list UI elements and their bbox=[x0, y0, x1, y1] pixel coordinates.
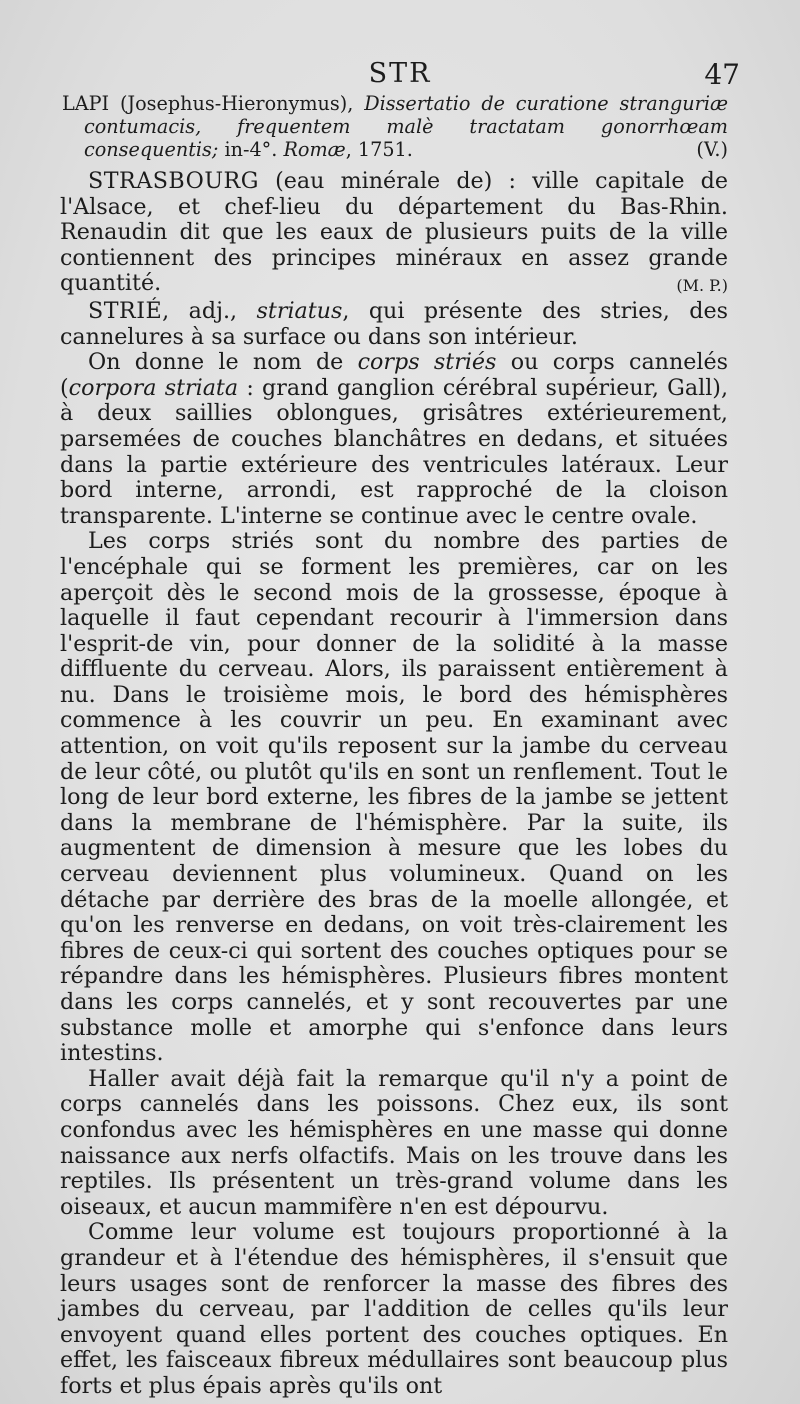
p1-text-c: ou corps cannelés ( bbox=[60, 349, 729, 401]
entry-strie-text: , qui présente des stries, des cannelures à sa surface ou dans son intérieur. bbox=[60, 297, 729, 350]
bibliography-author: LAPI bbox=[62, 92, 110, 115]
bibliography-signature: (V.) bbox=[696, 138, 728, 161]
entry-strie-latin: striatus bbox=[256, 297, 343, 324]
entry-strie-pre: , adj., bbox=[162, 297, 257, 324]
paragraph-haller: Haller avait déjà fait la remarque qu'il n'y a point de corps cannelés dans les poissons. Chez eux, ils sont confondus avec les hémisphères en une masse qui donne naissance aux nerfs olfactifs. Mais on les trouve dans les reptiles. Ils présentent un très-grand volume dans les oiseaux, et aucun mammifère n'en est dépourvu. bbox=[60, 1065, 728, 1220]
entry-strasbourg-text: (eau minérale de) : ville capitale de l'Alsace, et chef-lieu du département du Bas-Rhin. Renaudin dit que les eaux de plusieurs puits de la ville contiennent des principes minéraux en assez grande quantité. bbox=[60, 168, 728, 297]
paragraph-volume: Comme leur volume est toujours proportionné à la grandeur et à l'étendue des hémisphères, il s'ensuit que leurs usages sont de renforcer la masse des fibres des jambes du cerveau, par l'addition de celles qu'ils leur envoyent quand elles portent des couches optiques. En effet, les faisceaux fibreux médullaires sont beaucoup plus forts et plus épais après qu'ils ont bbox=[60, 1219, 728, 1399]
page-body bbox=[60, 92, 728, 1400]
headword-strie: STRIÉ bbox=[88, 297, 163, 324]
bibliography-format: in-4°. bbox=[218, 138, 278, 161]
paragraph-formation: Les corps striés sont du nombre des parties de l'encéphale qui se forment les premières, car on les aperçoit dès le second mois de la grossesse, époque à laquelle il faut cependant recourir à l'immersion dans l'esprit-de vin, pour donner de la solidité à la masse diffluente du cerveau. Alors, ils paraissent entièrement à nu. Dans le troisième mois, le bord des hémisphères commence à les couvrir un peu. En examinant avec attention, on voit qu'ils reposent sur la jambe du cerveau de leur côté, ou plutôt qu'ils en sont un renflement. Tout le long de leur bord externe, les fibres de la jambe se jettent dans la membrane de l'hémisphère. Par la suite, ils augmentent de dimension à mesure que les lobes du cerveau deviennent plus volumineux. Quand on les détache par derrière des bras de la moelle allongée, et qu'on les renverse en dedans, on voit très-clairement les fibres de ceux-ci qui sortent des couches optiques pour se répandre dans les hémisphères. Plusieurs fibres montent dans les corps cannelés, et y sont recouvertes par une substance molle et amorphe qui s'enfonce dans leurs intestins. bbox=[60, 528, 728, 1067]
headword-strasbourg: STRASBOURG bbox=[88, 168, 259, 194]
entry-strasbourg bbox=[60, 169, 728, 297]
p1-text-a: On donne le nom de bbox=[88, 349, 358, 376]
p1-italic-d: corpora striata bbox=[68, 374, 239, 401]
running-title: STR bbox=[368, 58, 432, 89]
running-head bbox=[60, 58, 740, 94]
bibliography-entry bbox=[60, 92, 728, 161]
page-number: 47 bbox=[704, 58, 740, 91]
bibliography-title: Dissertatio de curatione stranguriæ contumacis, frequentem malè tractatam gonorrhœam consequentis; bbox=[84, 92, 728, 161]
p1-text-e: : grand ganglion cérébral supérieur, Gall), à deux saillies oblongues, grisâtres extérieurement, parsemées de couches blanchâtres en dedans, et situées dans la partie extérieure des ventricules latéraux. Leur bord interne, arrondi, est rapproché de la cloison transparente. L'interne se continue avec le centre ovale. bbox=[60, 374, 729, 529]
bibliography-author-rest: (Josephus-Hieronymus), bbox=[109, 92, 365, 115]
bibliography-place: Romæ bbox=[283, 138, 346, 161]
bibliography-text bbox=[62, 92, 728, 161]
entry-strasbourg-signature: (M. P.) bbox=[676, 276, 728, 296]
paragraph-corps-stries bbox=[60, 350, 728, 529]
p1-italic-b: corps striés bbox=[357, 349, 497, 376]
bibliography-date: , 1751. bbox=[345, 138, 413, 161]
entry-strie bbox=[60, 299, 728, 350]
